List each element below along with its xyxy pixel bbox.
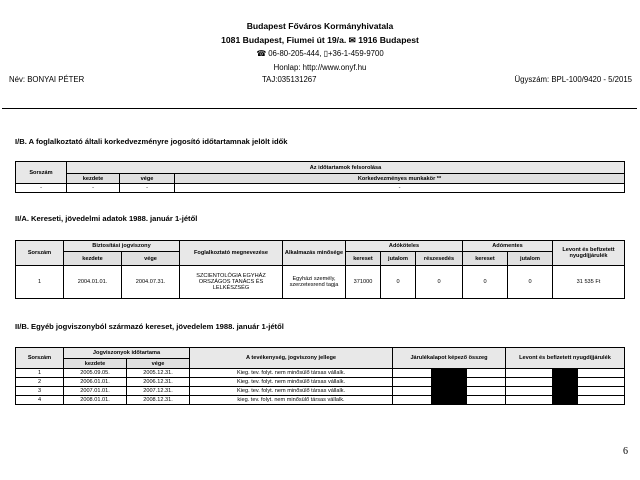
cell-jarulekalap (393, 387, 506, 396)
redaction-block (552, 387, 578, 395)
cell-vege: 2005.12.31. (127, 369, 190, 378)
redaction-block (552, 369, 578, 377)
cell: - (175, 184, 625, 193)
cell-jutalom-mentes: 0 (508, 266, 553, 299)
cell-kezdete: 2005.09.05. (64, 369, 127, 378)
cell-sorszam: 1 (16, 266, 64, 299)
cell-jarulekalap (393, 396, 506, 405)
col-munkakor: Korkedvezményes munkakör ** (175, 174, 625, 184)
cell: - (67, 184, 120, 193)
cell-jelleg: Kieg. tev. folyt. nem minősülő társas vállalk. (190, 378, 393, 387)
org-phone: ☎ 06-80-205-444, ▯+36-1-459-9700 (256, 49, 384, 58)
header-divider (2, 108, 637, 109)
col-kereset-mentes: kereset (463, 252, 508, 266)
cell-levont (506, 369, 625, 378)
col-vege: vége (120, 174, 175, 184)
col-reszesedes: részesedés (416, 252, 463, 266)
cell-vege: 2006.12.31. (127, 378, 190, 387)
col-levont: Levont és befizetett nyugdíjjárulék (553, 241, 625, 266)
col-jutalom-mentes: jutalom (508, 252, 553, 266)
col-sorszam: Sorszám (16, 241, 64, 266)
case-number: Ügyszám: BPL-100/9420 - 5/2015 (514, 75, 632, 84)
cell: - (16, 184, 67, 193)
cell-vege: 2004.07.31. (122, 266, 180, 299)
col-kezdete: kezdete (67, 174, 120, 184)
table-ib (15, 161, 625, 193)
col-jarulekalap: Járulékalapot képező összeg (393, 348, 506, 369)
cell-alkalmazas: Egyházi személy, szerzetesrend tagja (283, 266, 346, 299)
cell-jelleg: kieg. tev. folyt. nem minősülő társas vállalk. (190, 396, 393, 405)
col-jutalom: jutalom (381, 252, 416, 266)
cell-kezdete: 2006.01.01. (64, 378, 127, 387)
col-sorszam: Sorszám (16, 348, 64, 369)
cell-sorszam: 3 (16, 387, 64, 396)
table-row (16, 184, 625, 193)
cell-reszesedes: 0 (416, 266, 463, 299)
cell-levont (506, 396, 625, 405)
section-iib-title: II/B. Egyéb jogviszonyból származó kereset, jövedelem 1988. január 1-jétől (15, 322, 284, 331)
table-row (16, 396, 625, 405)
cell-sorszam: 2 (16, 378, 64, 387)
col-vege: vége (122, 252, 180, 266)
cell-levont (506, 387, 625, 396)
table-row (16, 378, 625, 387)
redaction-block (552, 396, 578, 404)
redaction-block (552, 378, 578, 386)
org-website: Honlap: http://www.onyf.hu (273, 63, 367, 72)
cell-jelleg: Kieg. tev. folyt. nem minősülő társas vállalk. (190, 369, 393, 378)
cell-jutalom: 0 (381, 266, 416, 299)
cell-kezdete: 2008.01.01. (64, 396, 127, 405)
cell-kereset: 371000 (346, 266, 381, 299)
table-iib (15, 347, 625, 405)
taj-number: TAJ:035131267 (262, 75, 317, 84)
cell-foglalkoztato: SZCIENTOLÓGIA EGYHÁZ ORSZÁGOS TANÁCS ÉS LELKÉSZSÉG (180, 266, 283, 299)
cell-jelleg: Kieg. tev. folyt. nem minősülő társas vállalk. (190, 387, 393, 396)
redaction-block (431, 387, 467, 395)
section-iia-title: II/A. Kereseti, jövedelmi adatok 1988. január 1-jétől (15, 214, 198, 223)
cell-levont: 31 535 Ft (553, 266, 625, 299)
cell-sorszam: 1 (16, 369, 64, 378)
org-address: 1081 Budapest, Fiumei út 19/a. ✉ 1916 Budapest (221, 35, 419, 45)
col-sorszam: Sorszám (16, 162, 67, 184)
col-kezdete: kezdete (64, 252, 122, 266)
col-kereset: kereset (346, 252, 381, 266)
cell-levont (506, 378, 625, 387)
table-iia (15, 240, 625, 299)
redaction-block (431, 369, 467, 377)
cell-jarulekalap (393, 378, 506, 387)
cell-jarulekalap (393, 369, 506, 378)
section-ib-title: I/B. A foglalkoztató általi korkedvezményre jogosító időtartamnak jelölt idők (15, 137, 288, 146)
table-row (16, 369, 625, 378)
page-number: 6 (623, 446, 628, 457)
col-periods: Az időtartamok felsorolása (67, 162, 625, 174)
org-name: Budapest Főváros Kormányhivatala (246, 21, 394, 31)
redaction-block (431, 378, 467, 386)
col-foglalkoztato: Foglalkoztató megnevezése (180, 241, 283, 266)
cell-vege: 2007.12.31. (127, 387, 190, 396)
col-alkalmazas: Alkalmazás minősége (283, 241, 346, 266)
cell-kezdete: 2007.01.01. (64, 387, 127, 396)
redaction-block (431, 396, 467, 404)
col-levont: Levont és befizetett nyugdíjjárulék (506, 348, 625, 369)
table-row (16, 387, 625, 396)
cell-kereset-mentes: 0 (463, 266, 508, 299)
col-biztositasi: Biztosítási jogviszony (64, 241, 180, 252)
col-vege: vége (127, 359, 190, 369)
col-adokoteles: Adóköteles (346, 241, 463, 252)
cell-kezdete: 2004.01.01. (64, 266, 122, 299)
table-row (16, 266, 625, 299)
cell-sorszam: 4 (16, 396, 64, 405)
col-idotartam: Jogviszonyok időtartama (64, 348, 190, 359)
cell-vege: 2008.12.31. (127, 396, 190, 405)
col-kezdete: kezdete (64, 359, 127, 369)
cell: - (120, 184, 175, 193)
person-name: Név: BONYAI PÉTER (9, 75, 85, 84)
col-adomentes: Adómentes (463, 241, 553, 252)
col-tevekenyseg: A tevékenység, jogviszony jellege (190, 348, 393, 369)
